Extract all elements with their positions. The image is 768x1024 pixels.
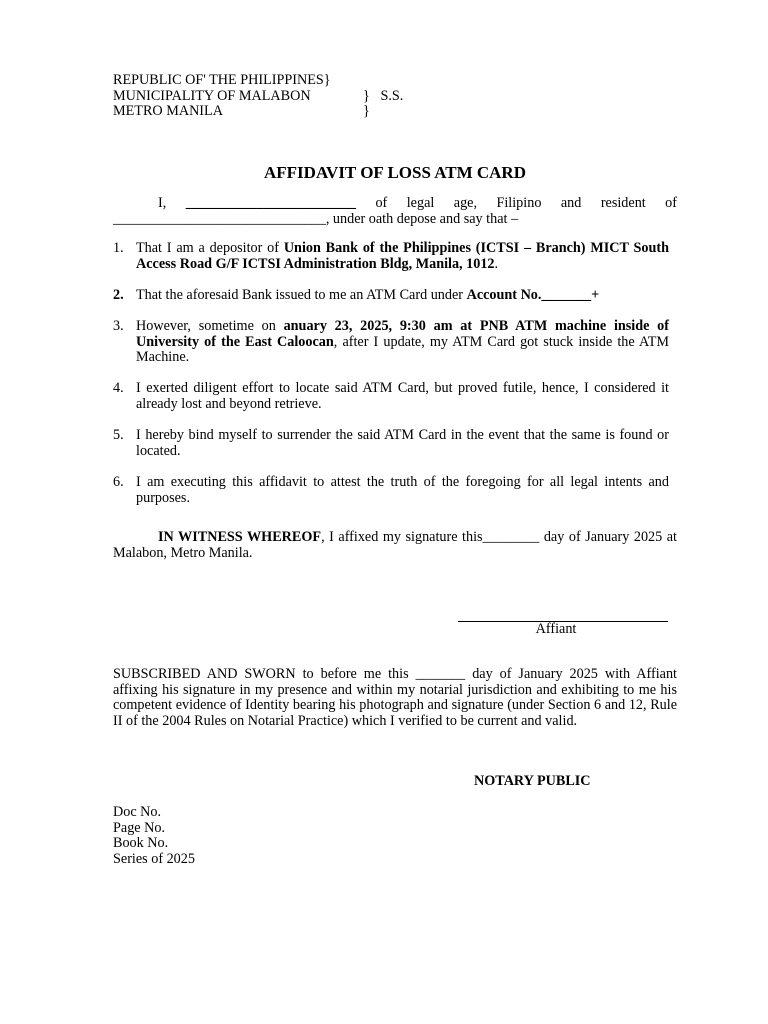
statement-item: 1. That I am a depositor of Union Bank of the Philippines (ICTSI – Branch) MICT South Access Road G/F ICTSI Administration Bldg, Manila, 1012. xyxy=(113,240,669,272)
venue-line-1: REPUBLIC OF' THE PHILIPPINES} xyxy=(113,72,331,88)
venue-block xyxy=(113,73,403,120)
notary-public-label: NOTARY PUBLIC xyxy=(474,773,591,789)
statement-item: 5. I hereby bind myself to surrender the said ATM Card in the event that the same is found or located. xyxy=(113,427,669,459)
venue-line-3: METRO MANILA } xyxy=(113,103,370,120)
book-no: Book No. xyxy=(113,835,169,852)
address-blank: ______________________________ xyxy=(113,210,326,227)
jurat-paragraph: SUBSCRIBED AND SWORN to before me this _______ day of January 2025 with Affiant affixing his signature in my presence and within my notarial jurisdiction and exhibiting to me his competent evidence of Identity bearing his photograph and signature (under Section 6 and 12, Rule II of the 2004 Rules on Notarial Practice) which I verified to be current and valid. xyxy=(113,666,677,729)
name-blank: ________________________ xyxy=(185,195,356,211)
doc-no: Doc No. xyxy=(113,804,162,820)
notarial-register-block xyxy=(113,805,195,867)
series: Series of 2025 xyxy=(113,850,195,867)
witness-paragraph: IN WITNESS WHEREOF, I affixed my signature this________ day of January 2025 at Malabon, Metro Manila. xyxy=(113,529,677,561)
affiant-label: Affiant xyxy=(535,621,577,637)
document-title: AFFIDAVIT OF LOSS ATM CARD xyxy=(264,163,526,182)
statement-item: 3. However, sometime on anuary 23, 2025, 9:30 am at PNB ATM machine inside of University of the East Caloocan, after I update, my ATM Card got stuck inside the ATM Machine. xyxy=(113,317,669,366)
statement-item: 2. That the aforesaid Bank issued to me an ATM Card under Account No._______+ xyxy=(113,286,600,303)
statement-item: 6. I am executing this affidavit to attest the truth of the foregoing for all legal intents and purposes. xyxy=(113,473,669,506)
venue-line-2: MUNICIPALITY OF MALABON } S.S. xyxy=(113,87,404,104)
statement-item: 4. I exerted diligent effort to locate said ATM Card, but proved futile, hence, I considered it already lost and beyond retrieve. xyxy=(113,380,669,412)
intro-paragraph: I, ________________________ of legal age, Filipino and resident of ______________________________, under oath depose and say that – xyxy=(113,195,678,227)
statement-list xyxy=(113,241,669,506)
page-no: Page No. xyxy=(113,819,166,836)
